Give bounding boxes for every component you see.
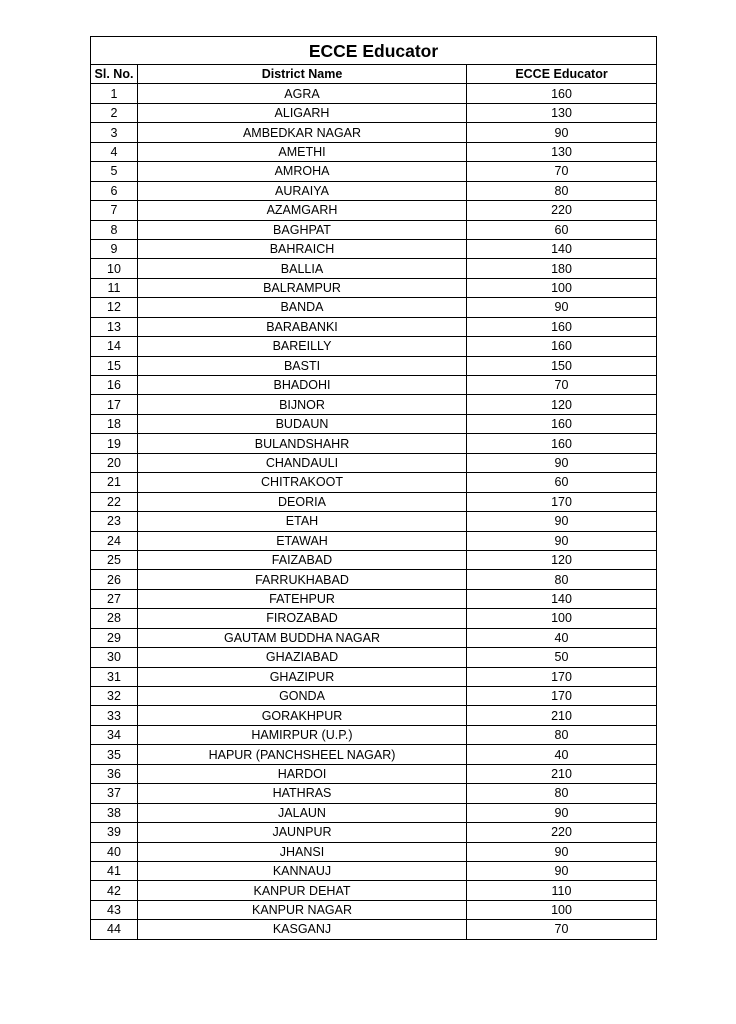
table-row (91, 764, 657, 783)
sl-no-cell: 8 (91, 220, 138, 239)
sl-no-cell: 38 (91, 803, 138, 822)
ecce-educator-cell: 100 (467, 278, 657, 297)
sl-no-cell: 27 (91, 589, 138, 608)
ecce-educator-cell: 120 (467, 550, 657, 569)
ecce-educator-cell: 90 (467, 123, 657, 142)
ecce-educator-cell: 70 (467, 376, 657, 395)
table-row (91, 609, 657, 628)
district-name-cell: GONDA (138, 687, 467, 706)
table-row (91, 317, 657, 336)
ecce-educator-cell: 90 (467, 298, 657, 317)
sl-no-cell: 7 (91, 201, 138, 220)
table-row (91, 434, 657, 453)
ecce-educator-cell: 170 (467, 667, 657, 686)
table-row (91, 842, 657, 861)
sl-no-cell: 41 (91, 861, 138, 880)
sl-no-cell: 12 (91, 298, 138, 317)
district-name-cell: BHADOHI (138, 376, 467, 395)
district-name-cell: KASGANJ (138, 920, 467, 939)
table-row (91, 123, 657, 142)
sl-no-cell: 28 (91, 609, 138, 628)
ecce-educator-cell: 90 (467, 453, 657, 472)
district-name-cell: AGRA (138, 84, 467, 103)
table-row (91, 142, 657, 161)
table-row (91, 220, 657, 239)
ecce-educator-cell: 160 (467, 337, 657, 356)
table-row (91, 239, 657, 258)
district-name-cell: BUDAUN (138, 414, 467, 433)
title-row (91, 37, 657, 65)
table-row (91, 473, 657, 492)
table-row (91, 356, 657, 375)
sl-no-cell: 10 (91, 259, 138, 278)
table-row (91, 259, 657, 278)
ecce-educator-cell: 170 (467, 492, 657, 511)
district-name-cell: GHAZIPUR (138, 667, 467, 686)
sl-no-cell: 39 (91, 823, 138, 842)
ecce-educator-cell: 100 (467, 609, 657, 628)
ecce-educator-cell: 80 (467, 784, 657, 803)
district-name-cell: BASTI (138, 356, 467, 375)
district-name-cell: GORAKHPUR (138, 706, 467, 725)
district-name-cell: HAMIRPUR (U.P.) (138, 725, 467, 744)
sl-no-cell: 21 (91, 473, 138, 492)
table-row (91, 687, 657, 706)
table-row (91, 512, 657, 531)
district-name-cell: ALIGARH (138, 103, 467, 122)
table-row (91, 881, 657, 900)
ecce-educator-cell: 70 (467, 162, 657, 181)
sl-no-cell: 3 (91, 123, 138, 142)
table-row (91, 861, 657, 880)
table-row (91, 589, 657, 608)
table-row (91, 201, 657, 220)
district-name-cell: GHAZIABAD (138, 648, 467, 667)
table-row (91, 103, 657, 122)
ecce-educator-cell: 80 (467, 181, 657, 200)
district-name-cell: KANPUR DEHAT (138, 881, 467, 900)
table-row (91, 278, 657, 297)
ecce-educator-header: ECCE Educator (467, 65, 657, 84)
district-name-cell: AZAMGARH (138, 201, 467, 220)
district-name-cell: BALLIA (138, 259, 467, 278)
ecce-educator-cell: 110 (467, 881, 657, 900)
sl-no-cell: 2 (91, 103, 138, 122)
ecce-educator-cell: 130 (467, 142, 657, 161)
district-name-cell: AMETHI (138, 142, 467, 161)
table-row (91, 667, 657, 686)
district-name-cell: DEORIA (138, 492, 467, 511)
district-name-cell: AMBEDKAR NAGAR (138, 123, 467, 142)
ecce-educator-cell: 210 (467, 706, 657, 725)
district-name-cell: JALAUN (138, 803, 467, 822)
sl-no-cell: 5 (91, 162, 138, 181)
sl-no-cell: 36 (91, 764, 138, 783)
ecce-educator-cell: 50 (467, 648, 657, 667)
table-row (91, 550, 657, 569)
district-name-cell: AMROHA (138, 162, 467, 181)
sl-no-cell: 33 (91, 706, 138, 725)
district-name-cell: FATEHPUR (138, 589, 467, 608)
table-row (91, 162, 657, 181)
sl-no-header: Sl. No. (91, 65, 138, 84)
sl-no-cell: 40 (91, 842, 138, 861)
sl-no-cell: 20 (91, 453, 138, 472)
district-name-cell: BAHRAICH (138, 239, 467, 258)
sl-no-cell: 24 (91, 531, 138, 550)
district-name-cell: FIROZABAD (138, 609, 467, 628)
sl-no-cell: 16 (91, 376, 138, 395)
sl-no-cell: 30 (91, 648, 138, 667)
sl-no-cell: 1 (91, 84, 138, 103)
district-name-cell: AURAIYA (138, 181, 467, 200)
table-row (91, 414, 657, 433)
sl-no-cell: 17 (91, 395, 138, 414)
table-row (91, 531, 657, 550)
ecce-educator-cell: 170 (467, 687, 657, 706)
district-name-cell: BARABANKI (138, 317, 467, 336)
sl-no-cell: 19 (91, 434, 138, 453)
district-name-cell: KANNAUJ (138, 861, 467, 880)
district-name-cell: BIJNOR (138, 395, 467, 414)
table-row (91, 803, 657, 822)
ecce-educator-cell: 180 (467, 259, 657, 278)
ecce-educator-cell: 90 (467, 861, 657, 880)
ecce-educator-cell: 160 (467, 84, 657, 103)
ecce-educator-cell: 40 (467, 628, 657, 647)
sl-no-cell: 43 (91, 900, 138, 919)
ecce-educator-cell: 90 (467, 531, 657, 550)
sl-no-cell: 44 (91, 920, 138, 939)
ecce-educator-cell: 70 (467, 920, 657, 939)
table-row (91, 376, 657, 395)
district-name-cell: HARDOI (138, 764, 467, 783)
sl-no-cell: 9 (91, 239, 138, 258)
ecce-educator-cell: 220 (467, 201, 657, 220)
header-row (91, 65, 657, 84)
ecce-educator-cell: 220 (467, 823, 657, 842)
table-row (91, 648, 657, 667)
ecce-educator-cell: 90 (467, 842, 657, 861)
district-name-cell: CHANDAULI (138, 453, 467, 472)
district-name-cell: HATHRAS (138, 784, 467, 803)
ecce-educator-cell: 160 (467, 434, 657, 453)
table-body (91, 84, 657, 939)
sl-no-cell: 25 (91, 550, 138, 569)
district-name-cell: KANPUR NAGAR (138, 900, 467, 919)
table-row (91, 784, 657, 803)
table-row (91, 920, 657, 939)
table-row (91, 706, 657, 725)
ecce-educator-cell: 210 (467, 764, 657, 783)
table-row (91, 628, 657, 647)
sl-no-cell: 6 (91, 181, 138, 200)
district-name-cell: BAREILLY (138, 337, 467, 356)
district-name-cell: HAPUR (PANCHSHEEL NAGAR) (138, 745, 467, 764)
ecce-educator-cell: 80 (467, 570, 657, 589)
sl-no-cell: 18 (91, 414, 138, 433)
district-name-cell: BULANDSHAHR (138, 434, 467, 453)
ecce-educator-cell: 130 (467, 103, 657, 122)
table-row (91, 900, 657, 919)
ecce-educator-cell: 90 (467, 803, 657, 822)
district-name-cell: CHITRAKOOT (138, 473, 467, 492)
sl-no-cell: 13 (91, 317, 138, 336)
district-name-cell: BANDA (138, 298, 467, 317)
sl-no-cell: 4 (91, 142, 138, 161)
ecce-educator-cell: 40 (467, 745, 657, 764)
ecce-educator-table (90, 36, 657, 940)
ecce-educator-cell: 90 (467, 512, 657, 531)
ecce-educator-cell: 100 (467, 900, 657, 919)
district-name-cell: ETAH (138, 512, 467, 531)
table-row (91, 725, 657, 744)
district-name-cell: BAGHPAT (138, 220, 467, 239)
table-row (91, 84, 657, 103)
table-row (91, 298, 657, 317)
district-name-cell: JHANSI (138, 842, 467, 861)
sl-no-cell: 34 (91, 725, 138, 744)
district-name-cell: GAUTAM BUDDHA NAGAR (138, 628, 467, 647)
table-row (91, 395, 657, 414)
district-name-cell: FAIZABAD (138, 550, 467, 569)
sl-no-cell: 29 (91, 628, 138, 647)
sl-no-cell: 15 (91, 356, 138, 375)
district-name-cell: JAUNPUR (138, 823, 467, 842)
district-name-cell: BALRAMPUR (138, 278, 467, 297)
table-row (91, 570, 657, 589)
ecce-educator-cell: 160 (467, 414, 657, 433)
sl-no-cell: 14 (91, 337, 138, 356)
ecce-educator-cell: 160 (467, 317, 657, 336)
sl-no-cell: 35 (91, 745, 138, 764)
district-name-cell: FARRUKHABAD (138, 570, 467, 589)
ecce-educator-cell: 140 (467, 239, 657, 258)
sl-no-cell: 22 (91, 492, 138, 511)
ecce-educator-cell: 120 (467, 395, 657, 414)
sl-no-cell: 37 (91, 784, 138, 803)
table-row (91, 181, 657, 200)
table-row (91, 823, 657, 842)
table-row (91, 492, 657, 511)
sl-no-cell: 31 (91, 667, 138, 686)
district-name-header: District Name (138, 65, 467, 84)
table-title: ECCE Educator (91, 37, 657, 65)
district-name-cell: ETAWAH (138, 531, 467, 550)
ecce-educator-cell: 60 (467, 473, 657, 492)
table-row (91, 453, 657, 472)
table-row (91, 337, 657, 356)
ecce-educator-cell: 150 (467, 356, 657, 375)
ecce-educator-cell: 60 (467, 220, 657, 239)
ecce-educator-cell: 140 (467, 589, 657, 608)
sl-no-cell: 11 (91, 278, 138, 297)
sl-no-cell: 23 (91, 512, 138, 531)
ecce-educator-cell: 80 (467, 725, 657, 744)
sl-no-cell: 32 (91, 687, 138, 706)
sl-no-cell: 26 (91, 570, 138, 589)
table-row (91, 745, 657, 764)
sl-no-cell: 42 (91, 881, 138, 900)
